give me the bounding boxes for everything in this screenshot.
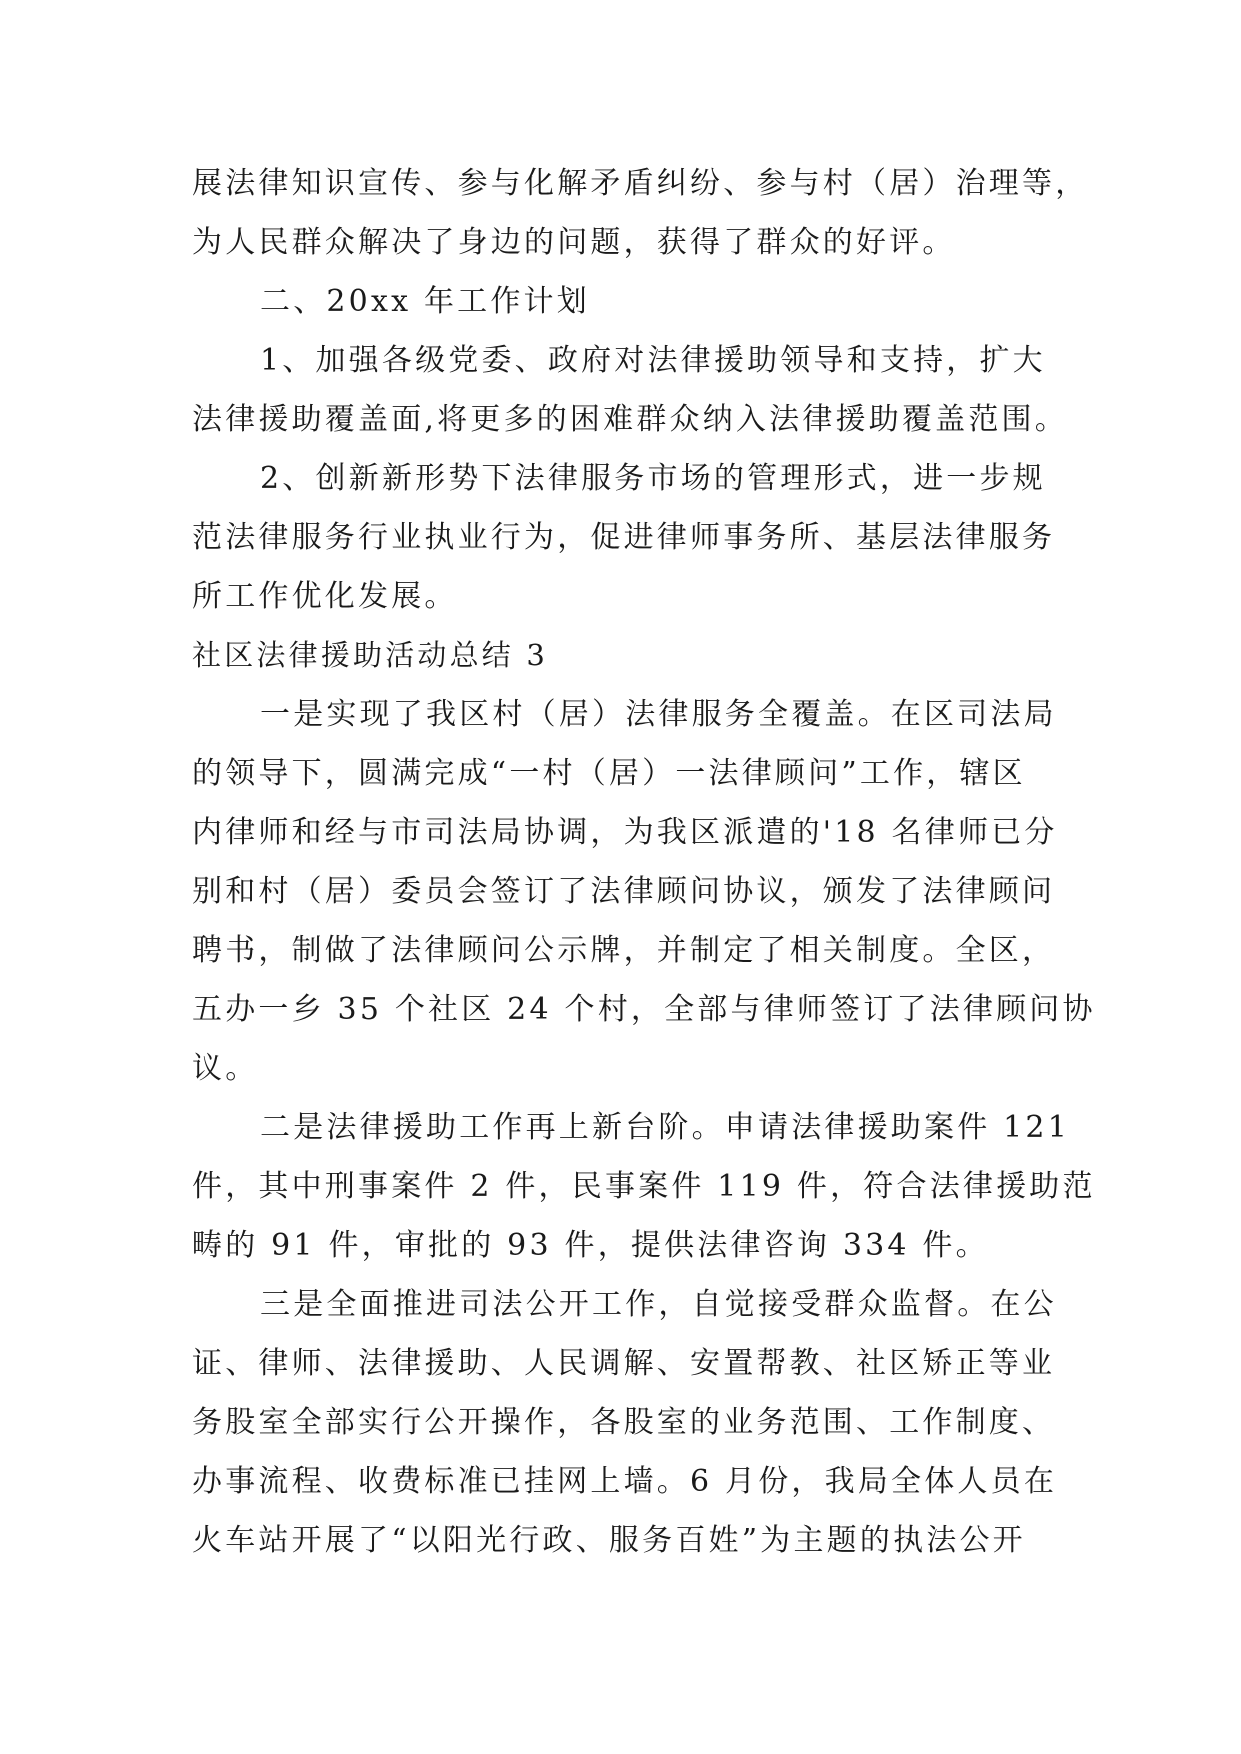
paragraph-line: 务股室全部实行公开操作，各股室的业务范围、工作制度、 (192, 1405, 1056, 1440)
paragraph-line: 办事流程、收费标准已挂网上墙。6 月份，我局全体人员在 (192, 1464, 1058, 1499)
section-heading-work-plan: 二、20xx 年工作计划 (260, 284, 590, 319)
paragraph-line: 五办一乡 35 个社区 24 个村，全部与律师签订了法律顾问协 (192, 992, 1096, 1027)
paragraph-line: 火车站开展了“以阳光行政、服务百姓”为主题的执法公开 (192, 1523, 1026, 1558)
paragraph-line: 2、创新新形势下法律服务市场的管理形式，进一步规 (260, 461, 1046, 496)
paragraph-line: 件，其中刑事案件 2 件，民事案件 119 件，符合法律援助范 (192, 1169, 1096, 1204)
paragraph-line: 聘书，制做了法律顾问公示牌，并制定了相关制度。全区， (192, 933, 1056, 968)
paragraph-line: 议。 (192, 1051, 259, 1086)
paragraph-line: 所工作优化发展。 (192, 579, 458, 614)
paragraph-line: 展法律知识宣传、参与化解矛盾纠纷、参与村（居）治理等， (192, 166, 1089, 201)
paragraph-line: 内律师和经与市司法局协调，为我区派遣的'18 名律师已分 (192, 815, 1058, 850)
paragraph-line: 1、加强各级党委、政府对法律援助领导和支持，扩大 (260, 343, 1046, 378)
paragraph-line: 的领导下，圆满完成“一村（居）一法律顾问”工作，辖区 (192, 756, 1026, 791)
document-title: 社区法律援助活动总结 3 (192, 638, 549, 672)
paragraph-line: 范法律服务行业执业行为，促进律师事务所、基层法律服务 (192, 520, 1056, 555)
paragraph-line: 别和村（居）委员会签订了法律顾问协议，颁发了法律顾问 (192, 874, 1056, 909)
paragraph-line: 法律援助覆盖面,将更多的困难群众纳入法律援助覆盖范围。 (192, 402, 1068, 437)
paragraph-line: 二是法律援助工作再上新台阶。申请法律援助案件 121 (260, 1110, 1070, 1145)
paragraph-line: 畴的 91 件，审批的 93 件，提供法律咨询 334 件。 (192, 1228, 989, 1263)
paragraph-line: 为人民群众解决了身边的问题，获得了群众的好评。 (192, 225, 956, 260)
paragraph-line: 一是实现了我区村（居）法律服务全覆盖。在区司法局 (260, 697, 1057, 732)
document-body (192, 154, 1096, 1570)
paragraph-line: 证、律师、法律援助、人民调解、安置帮教、社区矫正等业 (192, 1346, 1056, 1381)
paragraph-line: 三是全面推进司法公开工作，自觉接受群众监督。在公 (260, 1287, 1057, 1322)
